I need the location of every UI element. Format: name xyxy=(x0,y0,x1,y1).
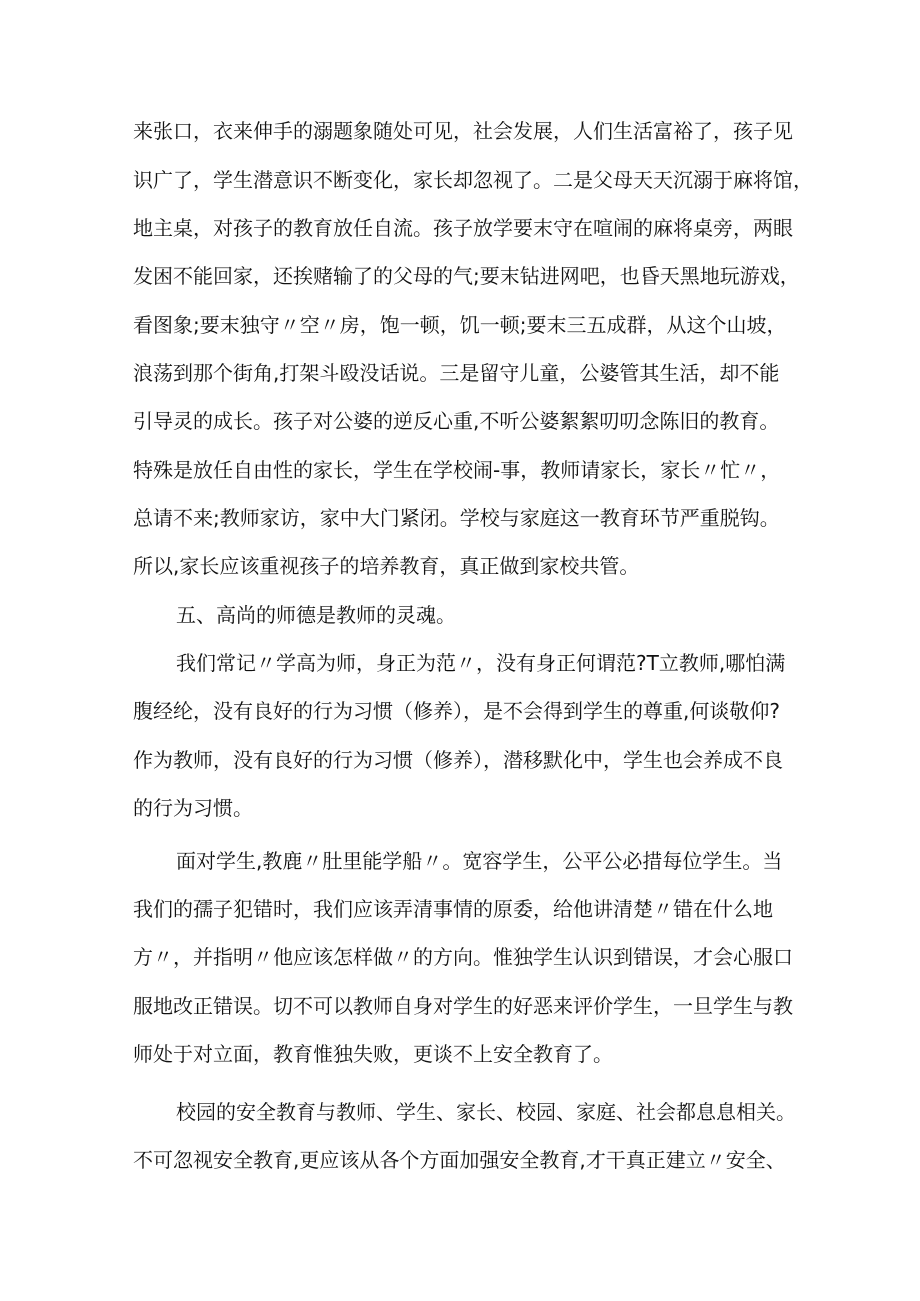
text-line: 方〃，并指明〃他应该怎样做〃的方向。惟独学生认识到错误，才会心服口 xyxy=(133,945,793,969)
text-line: 识广了，学生潜意识不断变化，家长却忽视了。二是父母天天沉溺于麻将馆， xyxy=(133,168,813,192)
section-heading: 五、高尚的师德是教师的灵魂。 xyxy=(176,603,456,627)
text-line: 校园的安全教育与教师、学生、家长、校园、家庭、社会都息息相关。 xyxy=(176,1100,796,1124)
text-line: 总请不来;教师家访，家中大门紧闭。学校与家庭这一教育环节严重脱钩。 xyxy=(133,506,780,530)
text-line: 我们的孺子犯错时，我们应该弄清事情的原委，给他讲清楚〃错在什么地 xyxy=(133,897,773,921)
text-line: 的行为习惯。 xyxy=(133,796,253,820)
text-line: 不可忽视安全教育,更应该从各个方面加强安全教育,才干真正建立〃安全、 xyxy=(133,1148,786,1172)
text-line: 引导灵的成长。孩子对公婆的逆反心重,不听公婆絮絮叨叨念陈旧的教育。 xyxy=(133,409,780,433)
text-line: 看图象;要末独守〃空〃房，饱一顿，饥一顿;要末三五成群，从这个山坡， xyxy=(133,313,787,337)
text-line: 地主桌，对孩子的教育放任自流。孩子放学要末守在喧闹的麻将桌旁，两眼 xyxy=(133,216,793,240)
text-line: 所以,家长应该重视孩子的培养教育，真正做到家校共管。 xyxy=(133,554,640,578)
text-line: 浪荡到那个街角,打架斗殴没话说。三是留守儿童，公婆管其生活，却不能 xyxy=(133,361,780,385)
text-line: 面对学生,教鹿〃肚里能学船〃。宽容学生，公平公必措每位学生。当 xyxy=(176,849,783,873)
text-line: 师处于对立面，教育惟独失败，更谈不上安全教育了。 xyxy=(133,1042,613,1066)
text-line: 我们常记〃学高为师，身正为范〃，没有身正何谓范?T立教师,哪怕满 xyxy=(176,651,786,675)
text-line: 腹经纶，没有良好的行为习惯（修养），是不会得到学生的尊重,何谈敬仰? xyxy=(133,699,780,723)
text-line: 来张口，衣来伸手的溺题象随处可见，社会发展，人们生活富裕了，孩子见 xyxy=(133,119,793,143)
text-line: 发困不能回家，还挨赌输了的父母的气;要末钻进网吧，也昏天黑地玩游戏， xyxy=(133,264,800,288)
text-line: 服地改正错误。切不可以教师自身对学生的好恶来评价学生，一旦学生与教 xyxy=(133,994,793,1018)
text-line: 作为教师，没有良好的行为习惯（修养），潜移默化中，学生也会养成不良 xyxy=(133,748,783,772)
text-line: 特殊是放任自由性的家长，学生在学校闹-事，教师请家长，家长〃忙〃， xyxy=(133,458,781,482)
